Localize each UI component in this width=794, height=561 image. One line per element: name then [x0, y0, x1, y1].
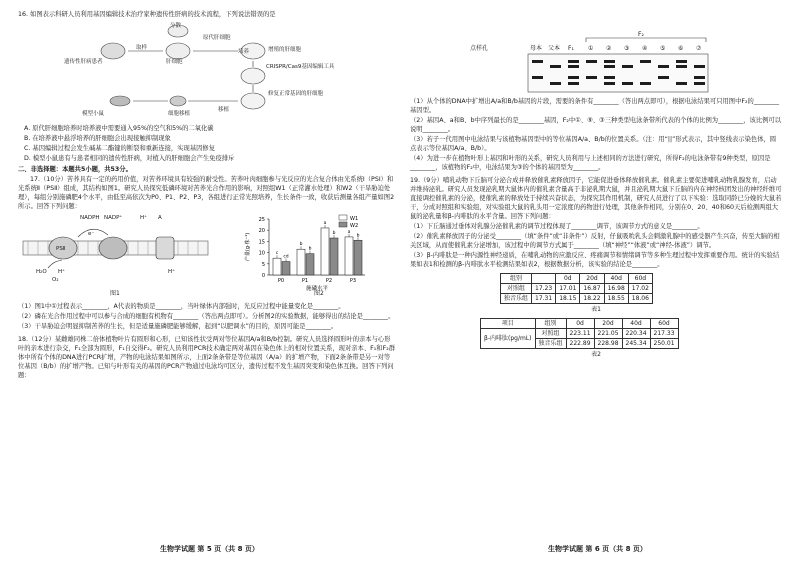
table-header-cell: 0d [566, 319, 594, 329]
significance-letter: a [323, 220, 327, 226]
q16-option-a: A. 原代肝细胞培养时培养液中需要通入95%的空气和5%的二氧化碳 [24, 125, 214, 132]
x-tick-label: P0 [277, 278, 285, 284]
gel-lane-4: ④ [642, 45, 648, 52]
q18-stem: 18.（12分）某雌雄同株二倍体植物叶片有圆形和心形，已知该性状受两对等位基因A/a和B/b控制。研究人员选择圆形叶的亲本与心形叶的亲本进行杂交，F₁全部为圆形，F₁自交得F₂。研究人员利用PCR技术确定两对基因在染色体上的相对位置关系，现对亲本、F₁和F₂群体中所有个体的DNA进行PCR扩增，产物的电泳结果如图所示，上面2条条带是等位基因（A/a）的扩增产物，下面2条条带是另一对等位基因（B/b）的扩增产物。已知与叶形有关的基因的PCR产物通过电泳均可区分，遗传过程不发生基因突变和染色体互换。回答下列问题： [18, 336, 396, 379]
table-2-caption: 表2 [591, 351, 601, 358]
q19-sub3: （3）β-内啡肽是一种内源性神经递质，在哺乳动物的应激反应、疼痛调节和情绪调节等多种生理过程中发挥重要作用。统计的实验结果如表1和检测的β-内啡肽水平检测结果如表2，根据数据分析，该实验的结论是________。 [410, 252, 780, 268]
gel-label-f1: F₁ [568, 45, 574, 52]
table-cell: 独音乐组 [535, 339, 566, 349]
left-footer: 生物学试题 第 5 页（共 8 页） [160, 545, 259, 553]
gel-band [694, 65, 705, 68]
gel-band [550, 65, 561, 68]
flow-label-sample: 取样 [136, 45, 148, 51]
table-cell: 217.33 [650, 329, 678, 339]
significance-letter: c [275, 251, 279, 257]
fig1-label-o2: O₂ [52, 277, 59, 283]
fig1-label-h: H⁺ [140, 215, 148, 221]
flow-label-repaired: 修复正常基因的肝细胞 [268, 91, 324, 97]
table-2-header [481, 319, 679, 329]
table-header-cell: 60d [650, 319, 678, 329]
flow-label-disperse: 分散 [170, 23, 182, 29]
table-item-cell: β-内啡肽(pg/mL) [481, 329, 536, 349]
significance-letter: b [299, 242, 303, 248]
y-tick-label: 0 [261, 273, 265, 279]
bar-w1 [345, 237, 353, 275]
gel-band [622, 82, 633, 85]
gel-figure [410, 12, 782, 94]
gel-band [622, 65, 633, 68]
gel-band [550, 82, 561, 85]
table-cell: 18.55 [604, 294, 628, 304]
fig1-label-h-inner: H⁺ [58, 269, 66, 275]
q18-sub3: （3）若子一代用图中电泳结果与该植物基因型中的等位基因A/a、B/b的位置关系。（注：用“||”形式表示，其中竖线表示染色体，圆点表示等位基因A/a、B/b）。 [410, 136, 777, 152]
significance-letter: a [347, 229, 351, 235]
table-header-cell: 60d [628, 274, 652, 284]
fig1-label-ps2: PSⅡ [56, 246, 66, 252]
legend-swatch [339, 215, 347, 220]
legend-label: W2 [350, 223, 359, 229]
gel-lane-5: ⑤ [660, 45, 666, 52]
table-row [481, 329, 679, 339]
fig2-bar-chart [243, 211, 373, 291]
gel-band [640, 82, 651, 85]
significance-letter: cd [283, 254, 289, 260]
gel-band [694, 76, 705, 79]
gel-label-wells: 点样孔 [470, 45, 489, 52]
table-cell: 独音乐组 [501, 294, 532, 304]
y-tick-label: 5 [261, 261, 265, 268]
y-tick-label: 10 [258, 250, 265, 257]
q16-stem: 16. 如图表示科研人员利用基因编辑技术治疗家种遗传性肝病的技术流程，下列说法错误的是 [18, 11, 276, 18]
bar-w2 [354, 240, 362, 275]
flow-label-cell-transplant: 细胞移植 [168, 111, 191, 117]
fig1-membrane-svg [18, 213, 218, 289]
table-header-cell: 20d [594, 319, 622, 329]
q18-sub4: （4）为进一步在植物叶形上基因和叶形的关系，研究人员利用与上述相同的方法进行研究，所得F₂的电泳条带有9种类型，原因是________，该植物的F₂中，电泳结果为③的个体的基因型为________。 [410, 155, 771, 171]
gel-band [676, 82, 687, 85]
flow-label-patient: 遗传性肝病患者 [64, 59, 103, 65]
x-tick-label: P2 [325, 278, 333, 284]
table-cell: 250.01 [650, 339, 678, 349]
table-cell: 18.15 [556, 294, 580, 304]
flow-label-crispr: CRISPR/Cas9基因编辑工具 [266, 64, 335, 70]
flow-label-proliferated: 增殖的肝细胞 [268, 47, 302, 53]
significance-letter: b [332, 231, 336, 237]
q17-figures [18, 213, 396, 299]
table-cell: 221.05 [594, 329, 622, 339]
gel-lane-2: ② [606, 45, 612, 52]
fig1-label-h2o: H₂O [36, 269, 47, 275]
gel-lane-7: ⑦ [696, 45, 702, 52]
table-header-cell: 组别 [501, 274, 532, 284]
table-cell: 222.89 [566, 339, 594, 349]
significance-letter: b [308, 246, 312, 252]
table-header-cell: 40d [622, 319, 650, 329]
gel-band [676, 60, 687, 63]
q19-stem: 19.（9分）哺乳动物下丘脑可分泌合成并释放催乳素释放因子，它能促进垂体释放催乳素。催乳素主要促进哺乳动物乳腺发育，启动并维持泌乳。研究人员发现泌乳期大鼠体内的催乳素含量高于非泌乳期大鼠，并且泌乳期大鼠下丘脑的内在神经核团发出的神经纤维可直接调控催乳素的分泌，使催乳素的释放处于持续兴奋状态，为探究其作用机制，研究人员进行了以下实验：选取同龄已分娩的大鼠若干，分成对照组和实验组，对实验组大鼠的乳头用一定浓度的药物进行处理，其他条件相同，分别在0、20、40和60天后检测两组大鼠的泌乳量和β-内啡肽的水平含量。回答下列问题： [410, 177, 782, 220]
table-cell: 245.34 [622, 339, 650, 349]
flow-label-primary: 原代肝细胞 [203, 35, 231, 41]
table-cell: 18.06 [628, 294, 652, 304]
table-header-cell: 项目 [481, 319, 536, 329]
bar-w1 [321, 228, 329, 275]
q16-option-d: D. 模型小鼠患有与患者相同的遗传性肝病，对植入的肝细胞会产生免疫排斥 [24, 155, 235, 162]
table-1 [500, 273, 653, 304]
q18-sub2: （2）基因A、a和B、b中序列最长的是________基因，F₂中①、⑨、③三种类型电泳条带所代表的个体的比例为________，该比例可以说明________。 [410, 117, 782, 133]
gel-lane-1: ① [588, 45, 594, 52]
gel-band [604, 76, 615, 79]
q16-option-c: C. 基因编辑过程会发生碱基二酯键的断裂和重新连接，实现基因修复 [24, 145, 216, 152]
q19-sub1: （1）下丘脑通过垂体对乳腺分泌催乳素的调节过程体现了________调节，该调节方式的意义是________。 [410, 223, 704, 230]
flow-label-transplant: 移植 [218, 107, 230, 113]
gel-label-father: 父本 [548, 45, 561, 52]
table-header-cell: 0d [556, 274, 580, 284]
gel-lane-3: ③ [624, 45, 630, 52]
y-tick-label: 20 [258, 228, 265, 235]
significance-letter: b [356, 233, 360, 239]
gel-lane-6: ⑥ [678, 45, 684, 52]
table-cell: 17.01 [556, 284, 580, 294]
table-row [501, 294, 653, 304]
gel-band [604, 82, 615, 85]
gel-band [676, 65, 687, 68]
q18-sub1: （1）从个体的DNA中扩增出A/a和B/b基因的片段，需要的条件有________（答出两点即可），根据电泳结果可只用图中F₂的________基因型。 [410, 98, 780, 114]
gel-band [604, 65, 615, 68]
gel-band [586, 76, 597, 79]
table-cell: 对照组 [535, 329, 566, 339]
table-header-cell: 组别 [535, 319, 566, 329]
gel-band [640, 60, 651, 63]
table-2 [480, 318, 679, 349]
table-cell: 16.98 [604, 284, 628, 294]
table-header-cell [532, 274, 556, 284]
gel-band [532, 76, 543, 79]
x-tick-label: P3 [349, 278, 357, 284]
gel-band [658, 76, 669, 79]
y-tick-label: 15 [258, 239, 265, 246]
q16-flow-diagram [18, 21, 396, 121]
legend-label: W1 [350, 216, 359, 222]
table-cell: 17.31 [532, 294, 556, 304]
gel-band [568, 76, 579, 79]
gel-band [658, 65, 669, 68]
q17-sub1: （1）图1中①过程表示________，A代表的物质是________，当叶绿体内部强时，光反应过程中能量变化是________。 [18, 303, 345, 310]
right-footer: 生物学试题 第 6 页（共 8 页） [548, 545, 647, 553]
q16-option-b: B. 在培养液中悬浮培养的肝细胞会出现接触抑制现象 [24, 135, 171, 142]
fig1-label-a: A [158, 215, 162, 221]
fig1-caption: 图1 [110, 290, 120, 297]
gel-band [568, 65, 579, 68]
table-cell: 17.23 [532, 284, 556, 294]
gel-band [568, 60, 579, 63]
gel-band [604, 60, 615, 63]
flow-label-culture: 培养 [238, 49, 250, 55]
q19-sub2: （2）催乳素释放因子的分泌受________（填“条件”或“非条件”）反射，仔鼠吸吮乳头会刺激乳腺中的感受器产生兴奋，传至大脑的相关区域，从而使催乳素分泌增加，该过程中的调节方式属于________（填“神经”“体液”或“神经-体液”）调节。 [410, 233, 780, 249]
table-cell: 16.87 [580, 284, 604, 294]
table-cell: 对照组 [501, 284, 532, 294]
fig1-label-electron: e⁻ [88, 231, 95, 237]
table-cell: 220.34 [622, 329, 650, 339]
section-heading: 二、非选择题：本题共5小题，共53分。 [18, 166, 132, 173]
bar-w1 [297, 249, 305, 275]
flow-label-model-mouse: 模型小鼠 [82, 111, 105, 117]
table-cell: 223.11 [566, 329, 594, 339]
fig2-caption: 图2 [314, 290, 324, 297]
gel-label-mother: 母本 [530, 45, 543, 52]
y-axis-label: 产量(g·株⁻¹) [245, 232, 251, 262]
table-cell: 17.02 [628, 284, 652, 294]
q17-sub3: （3）干旱胁迫会明显抑制苦荞的生长，但是适量施磷肥能够缓解，起到“以肥调水”的目的，原因可能是________。 [18, 323, 338, 330]
gel-band [532, 60, 543, 63]
left-page [18, 10, 396, 381]
x-axis-label: 施磷水平 [305, 286, 329, 291]
gel-band [694, 82, 705, 85]
y-tick-label: 25 [258, 217, 265, 223]
bar-w2 [306, 254, 314, 275]
table-1-header [501, 274, 653, 284]
q17-stem: 17.（10分）苦荞具有一定的药用价值，对苦荞环境具有较强的耐受性。苦荞叶肉细胞参与光反应的光合复合体由光系统Ⅰ（PSⅠ）和光系统Ⅱ（PSⅡ）组成，其结构如图1。研究人员探究低磷环境对苦荞光合作用的影响，对照组W1（正常灌水处理）和W2（干旱胁迫处理），每组分别施磷肥4个水平，由低至高依次为P0、P1、P2、P3，各组进行正常光照培养，生长条件一致，收获后测量各组产量如图2所示。回答下列问题： [18, 176, 395, 210]
flow-label-hepatocyte: 肝细胞 [166, 59, 183, 65]
legend-swatch [339, 222, 347, 227]
gel-band [586, 60, 597, 63]
table-cell: 228.98 [594, 339, 622, 349]
gel-label-f2: F₂ [638, 31, 644, 38]
fig1-label-nadph: NADPH [80, 215, 100, 221]
fig1-label-h-lumen: H⁺ [168, 269, 176, 275]
right-page [410, 10, 782, 363]
x-tick-label: P1 [301, 278, 309, 284]
table-1-caption: 表1 [591, 306, 601, 313]
bar-w2 [282, 262, 290, 275]
table-cell: 18.22 [580, 294, 604, 304]
gel-band [568, 82, 579, 85]
bar-w1 [273, 258, 281, 275]
bar-w2 [330, 238, 338, 275]
table-header-cell: 20d [580, 274, 604, 284]
fig1-label-nadp: NADP⁺ [104, 215, 123, 221]
table-row [501, 284, 653, 294]
table-header-cell: 40d [604, 274, 628, 284]
q17-sub2: （2）磷在光合作用过程中可以参与合成的细胞有机物有________（答出两点即可）。分析图2的实验数据，能够得出的结论是________。 [18, 313, 395, 320]
